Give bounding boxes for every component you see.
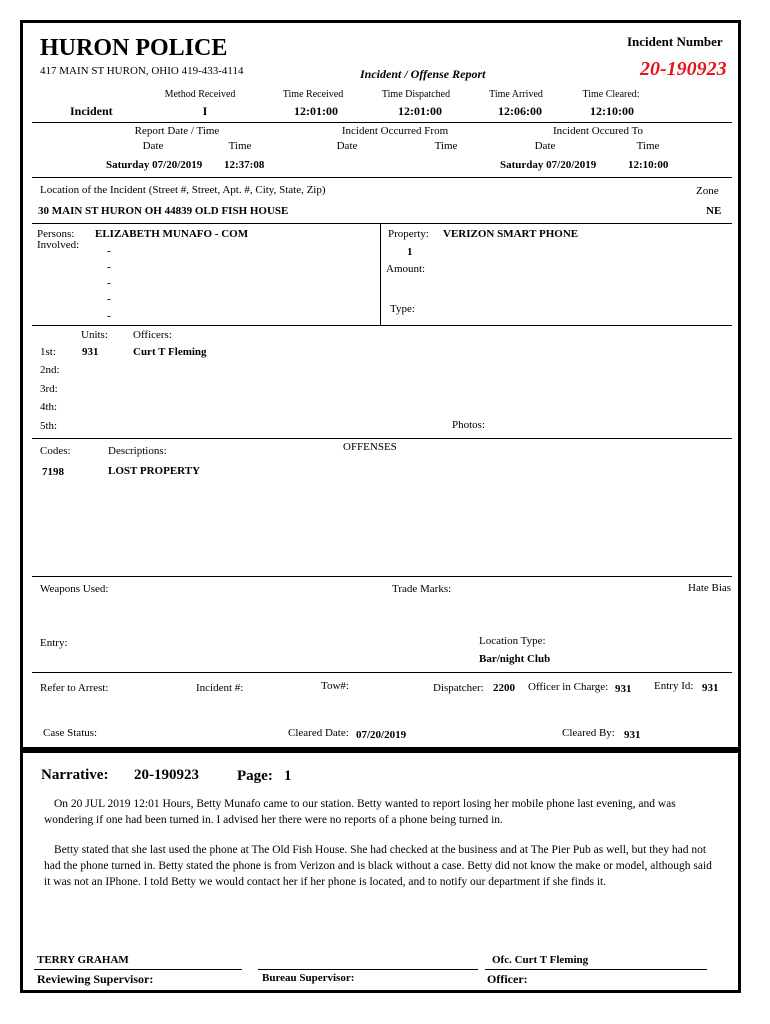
person-slot: - <box>107 293 111 305</box>
unit-row-label: 2nd: <box>40 364 60 376</box>
divider <box>32 122 732 123</box>
reviewing-supervisor-name: TERRY GRAHAM <box>37 954 129 966</box>
incident-no-label: Incident #: <box>196 682 244 694</box>
incident-label: Incident <box>70 104 113 118</box>
divider <box>32 672 732 673</box>
divider <box>32 325 732 326</box>
method-received-label: Method Received <box>164 89 236 100</box>
to-time-label: Time <box>636 140 660 152</box>
units-label: Units: <box>81 329 108 341</box>
entry-id-label: Entry Id: <box>654 680 694 692</box>
photos-label: Photos: <box>452 419 486 431</box>
property-qty: 1 <box>407 246 413 258</box>
signature-line <box>485 969 707 970</box>
narrative-label: Narrative: <box>41 767 109 783</box>
signature-line <box>258 969 478 970</box>
incident-number: 20-190923 <box>640 58 727 80</box>
officer-name: Curt T Fleming <box>133 346 207 358</box>
amount-label: Amount: <box>386 263 426 275</box>
person-slot: - <box>107 310 111 322</box>
hate-bias-label: Hate Bias <box>688 582 732 594</box>
location-value: 30 MAIN ST HURON OH 44839 OLD FISH HOUSE <box>38 205 289 217</box>
report-date-time-label: Report Date / Time <box>134 125 220 137</box>
incident-number-label: Incident Number <box>627 34 723 49</box>
to-date-label: Date <box>534 140 556 152</box>
time-dispatched: 12:01:00 <box>398 104 442 118</box>
offenses-title: OFFENSES <box>343 441 397 453</box>
occurred-to-label: Incident Occured To <box>552 125 644 137</box>
descriptions-label: Descriptions: <box>108 445 167 457</box>
person-slot: - <box>107 245 111 257</box>
occurred-to-time: 12:10:00 <box>628 159 669 171</box>
bureau-supervisor-label: Bureau Supervisor: <box>262 972 355 984</box>
involved-label: Involved: <box>37 239 80 251</box>
officer-in-charge-label: Officer in Charge: <box>528 681 609 693</box>
zone-value: NE <box>706 205 722 217</box>
entry-id-value: 931 <box>702 682 719 694</box>
person-slot: - <box>107 261 111 273</box>
unit-row-label: 3rd: <box>40 383 58 395</box>
location-label: Location of the Incident (Street #, Street, Apt. #, City, State, Zip) <box>40 184 326 196</box>
property-value: VERIZON SMART PHONE <box>443 228 579 240</box>
time-cleared: 12:10:00 <box>590 104 634 118</box>
time-received: 12:01:00 <box>294 104 338 118</box>
offense-code: 7198 <box>42 466 64 478</box>
reviewing-supervisor-label: Reviewing Supervisor: <box>37 972 154 986</box>
time-cleared-label: Time Cleared: <box>582 89 640 100</box>
persons-label: Persons: <box>37 228 75 240</box>
person-slot: - <box>107 277 111 289</box>
unit-row-label: 4th: <box>40 401 58 413</box>
unit-number: 931 <box>82 346 99 358</box>
narrative-number: 20-190923 <box>134 767 199 783</box>
time-arrived-label: Time Arrived <box>489 89 543 100</box>
refer-to-arrest-label: Refer to Arrest: <box>40 682 109 694</box>
cleared-date-value: 07/20/2019 <box>356 729 407 741</box>
weapons-used-label: Weapons Used: <box>40 583 109 595</box>
person-involved: ELIZABETH MUNAFO - COM <box>95 228 249 240</box>
report-date-label: Date <box>142 140 164 152</box>
divider <box>32 223 732 224</box>
narrative-paragraph: On 20 JUL 2019 12:01 Hours, Betty Munafo came to our station. Betty wanted to report losing her mobile phone last evening, and was wondering if one had been turned in. I advised her there were no reports of a phone being turned in. <box>44 798 676 826</box>
occurred-to-date: Saturday 07/20/2019 <box>500 159 597 171</box>
method-received: I <box>202 104 208 118</box>
unit-row-label: 1st: <box>40 346 56 358</box>
cleared-by-label: Cleared By: <box>562 727 615 739</box>
from-date-label: Date <box>336 140 358 152</box>
offense-description: LOST PROPERTY <box>108 465 201 477</box>
dispatcher-label: Dispatcher: <box>433 682 484 694</box>
page-number: 1 <box>284 768 292 784</box>
signature-line <box>34 969 242 970</box>
page-label: Page: <box>237 768 273 784</box>
dispatcher-value: 2200 <box>493 682 515 694</box>
case-status-label: Case Status: <box>43 727 98 739</box>
entry-label: Entry: <box>40 637 68 649</box>
divider <box>32 438 732 439</box>
officer-label: Officer: <box>487 972 528 986</box>
type-label: Type: <box>390 303 415 315</box>
divider <box>32 576 732 577</box>
narrative-paragraph: Betty stated that she last used the phone at The Old Fish House. She had checked at the business and at The Pier Pub as well, but they had not had the phone turned in. Betty stated the phone is from Verizon and is black without a case. Betty did not know the make or model, although said it was not an IPhone. I told Betty we would contact her if her phone is located, and to notify our department if she finds it. <box>44 844 712 888</box>
cleared-date-label: Cleared Date: <box>288 727 349 739</box>
time-dispatched-label: Time Dispatched <box>381 89 451 100</box>
report-time: 12:37:08 <box>224 159 265 171</box>
officer-in-charge-value: 931 <box>615 683 632 695</box>
occurred-from-label: Incident Occurred From <box>341 125 449 137</box>
tow-label: Tow#: <box>321 680 349 692</box>
from-time-label: Time <box>434 140 458 152</box>
officers-label: Officers: <box>133 329 172 341</box>
zone-label: Zone <box>696 185 719 197</box>
report-type: Incident / Offense Report <box>360 67 486 81</box>
divider <box>32 177 732 178</box>
report-date: Saturday 07/20/2019 <box>106 159 203 171</box>
location-type-value: Bar/night Club <box>479 653 551 665</box>
agency-address: 417 MAIN ST HURON, OHIO 419-433-4114 <box>40 65 244 77</box>
location-type-label: Location Type: <box>479 635 546 647</box>
time-received-label: Time Received <box>282 89 344 100</box>
trade-marks-label: Trade Marks: <box>392 583 452 595</box>
unit-row-label: 5th: <box>40 420 58 432</box>
agency-name: HURON POLICE <box>40 35 228 61</box>
report-time-label: Time <box>228 140 252 152</box>
time-arrived: 12:06:00 <box>498 104 542 118</box>
cleared-by-value: 931 <box>624 729 641 741</box>
officer-signature-name: Ofc. Curt T Fleming <box>492 954 589 966</box>
property-label: Property: <box>388 228 429 240</box>
divider <box>380 223 381 325</box>
codes-label: Codes: <box>40 445 71 457</box>
